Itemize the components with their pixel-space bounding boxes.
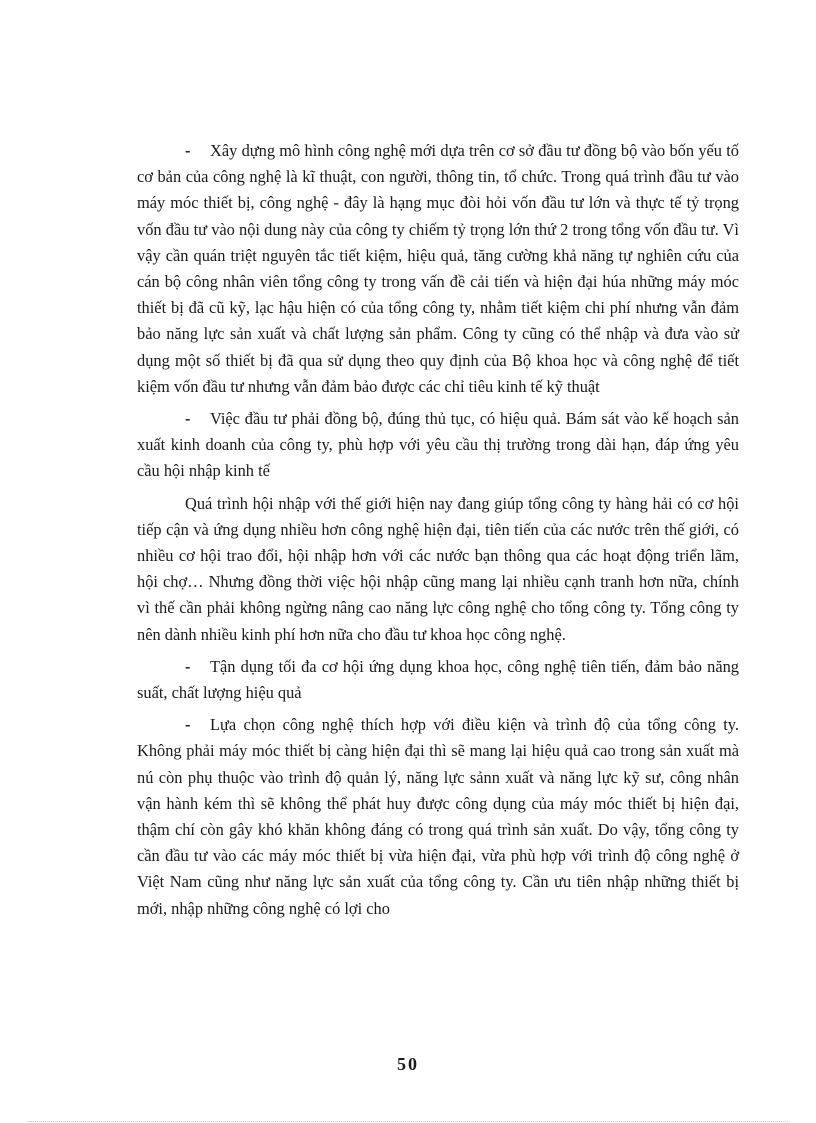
paragraph-text: Xây dựng mô hình công nghệ mới dựa trên cơ sở đầu tư đồng bộ vào bốn yếu tố cơ bản của công nghệ là kĩ thuật, con người, thông tin, tổ chức. Trong quá trình đầu tư vào máy móc thiết bị, công nghệ - đây là hạng mục đòi hỏi vốn đầu tư lớn và thực tế tỷ trọng vốn đầu tư vào nội dung này của công ty chiếm tỷ trọng lớn thứ 2 trong tổng vốn đầu tư. Vì vậy cần quán triệt nguyên tắc tiết kiệm, hiệu quả, tăng cường khả năng tự nghiên cứu của cán bộ công nhân viên tổng công ty trong vấn đề cải tiến và hiện đại húa những máy móc thiết bị đã cũ kỹ, lạc hậu hiện có của tổng công ty, nhằm tiết kiệm chi phí nhưng vẫn đảm bảo năng lực sản xuất và chất lượng sản phẩm. Công ty cũng có thể nhập và đưa vào sử dụng một số thiết bị đã qua sử dụng theo quy định của Bộ khoa học và công nghệ để tiết kiệm vốn đầu tư nhưng vẫn đảm bảo được các chỉ tiêu kinh tế kỹ thuật (137, 141, 739, 396)
bullet-dash: - (185, 409, 191, 429)
bullet-dash: - (185, 141, 191, 160)
paragraph-text: Việc đầu tư phải đồng bộ, đúng thủ tục, có hiệu quả. Bám sát vào kế hoạch sản xuất kinh doanh của công ty, phù hợp với yêu cầu thị trường trong dài hạn, đáp ứng yêu cầu hội nhập kinh tế (137, 409, 739, 481)
bullet-dash: - (185, 715, 191, 735)
paragraph-text: Tận dụng tối đa cơ hội ứng dụng khoa học, công nghệ tiên tiến, đảm bảo năng suất, chất lượng hiệu quả (137, 656, 739, 703)
bullet-paragraph-4 (137, 654, 739, 706)
bullet-dash: - (185, 656, 191, 676)
paragraph-text: Lựa chọn công nghệ thích hợp với điều kiện và trình độ của tổng công ty. Không phải máy móc thiết bị càng hiện đại thì sẽ mang lại hiệu quả cao trong sản xuất mà nú còn phụ thuộc vào trình độ quản lý, năng lực sảnn xuất và năng lực kỹ sư, công nhân vận hành kém thì sẽ không thể phát huy được công dụng của máy móc thiết bị hiện đại, thậm chí còn gây khó khăn không đáng có trong quá trình sản xuất. Do vậy, tổng công ty cần đầu tư vào các máy móc thiết bị vừa hiện đại, vừa phù hợp với trình độ công nghệ ở Việt Nam cũng như năng lực sản xuất của tổng công ty. Cần ưu tiên nhập những thiết bị mới, nhập những công nghệ có lợi cho (137, 715, 739, 918)
bullet-paragraph-1 (137, 138, 739, 400)
page-number: 50 (397, 1054, 419, 1074)
bullet-paragraph-5 (137, 712, 739, 922)
bullet-paragraph-2 (137, 406, 739, 485)
body-paragraph-3 (137, 491, 739, 648)
body-text (137, 138, 739, 928)
page-bottom-divider (28, 1121, 788, 1122)
paragraph-text: Quá trình hội nhập với thế giới hiện nay đang giúp tổng công ty hàng hải có cơ hội tiếp cận và ứng dụng nhiều hơn công nghệ hiện đại, tiên tiến của các nước trên thế giới, có nhiều cơ hội trao đổi, hội nhập hơn với các nước bạn thông qua các hoạt động triển lãm, hội chợ… Nhưng đồng thời việc hội nhập cũng mang lại nhiều cạnh tranh hơn nữa, chính vì thế cần phải không ngừng nâng cao năng lực công nghệ cho tổng công ty. Tổng công ty nên dành nhiều kinh phí hơn nữa cho đầu tư khoa học công nghệ. (137, 493, 739, 644)
